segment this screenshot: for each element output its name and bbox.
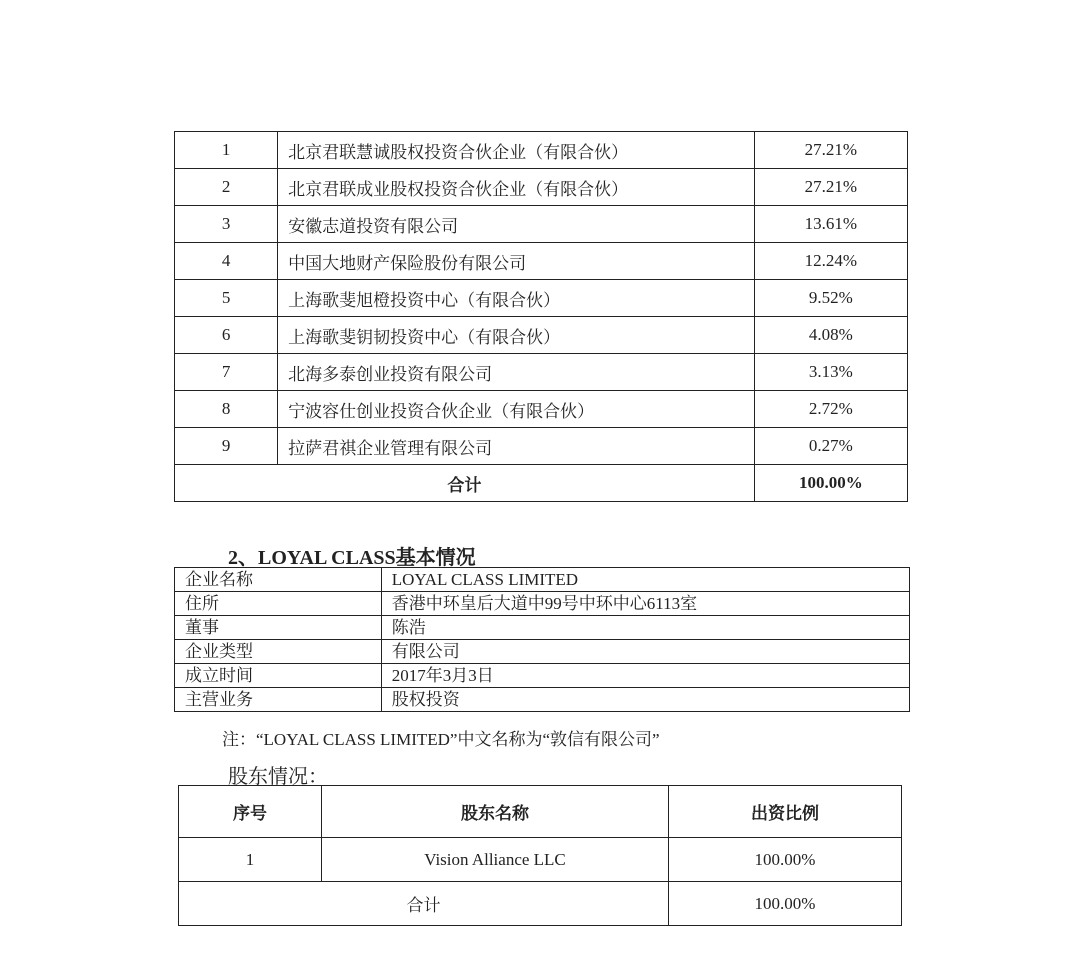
info-row	[175, 640, 910, 664]
info-label: 成立时间	[175, 664, 382, 688]
shareholding-percentage: 4.08%	[754, 317, 907, 354]
row-number: 1	[179, 838, 322, 882]
shareholder-name: 北京君联成业股权投资合伙企业（有限合伙）	[278, 169, 755, 206]
row-number: 1	[175, 132, 278, 169]
info-row	[175, 592, 910, 616]
total-label: 合计	[175, 465, 755, 502]
row-number: 8	[175, 391, 278, 428]
table-row	[175, 391, 908, 428]
total-value: 100.00%	[669, 882, 902, 926]
info-value: 陈浩	[381, 616, 909, 640]
table-row	[175, 243, 908, 280]
shareholding-percentage: 3.13%	[754, 354, 907, 391]
shareholder-name: 中国大地财产保险股份有限公司	[278, 243, 755, 280]
header-name: 股东名称	[322, 786, 669, 838]
table-row	[175, 354, 908, 391]
shareholder-name: 安徽志道投资有限公司	[278, 206, 755, 243]
shareholder-name: 拉萨君祺企业管理有限公司	[278, 428, 755, 465]
shareholding-percentage: 0.27%	[754, 428, 907, 465]
section-heading: 2、LOYAL CLASS基本情况	[228, 547, 476, 569]
shareholding-percentage: 2.72%	[754, 391, 907, 428]
table-row	[179, 838, 902, 882]
info-row	[175, 688, 910, 712]
info-label: 住所	[175, 592, 382, 616]
info-label: 董事	[175, 616, 382, 640]
table-row	[175, 280, 908, 317]
row-number: 2	[175, 169, 278, 206]
header-number: 序号	[179, 786, 322, 838]
shareholder-name: Vision Alliance LLC	[322, 838, 669, 882]
info-row	[175, 664, 910, 688]
total-row	[179, 882, 902, 926]
shareholder-name: 上海歌斐旭橙投资中心（有限合伙）	[278, 280, 755, 317]
shareholders-table	[174, 131, 908, 502]
company-info-table	[174, 567, 910, 712]
info-row	[175, 616, 910, 640]
info-label: 企业类型	[175, 640, 382, 664]
shareholding-percentage: 27.21%	[754, 132, 907, 169]
info-value: LOYAL CLASS LIMITED	[381, 568, 909, 592]
shareholders-subheading: 股东情况：	[228, 766, 328, 788]
shareholding-percentage: 100.00%	[669, 838, 902, 882]
loyal-shareholders-table	[178, 785, 902, 926]
shareholder-name: 北海多泰创业投资有限公司	[278, 354, 755, 391]
table-row	[175, 317, 908, 354]
shareholder-name: 上海歌斐钥韧投资中心（有限合伙）	[278, 317, 755, 354]
row-number: 9	[175, 428, 278, 465]
table-row	[175, 428, 908, 465]
info-label: 企业名称	[175, 568, 382, 592]
info-row	[175, 568, 910, 592]
header-percentage: 出资比例	[669, 786, 902, 838]
info-value: 股权投资	[381, 688, 909, 712]
shareholding-percentage: 9.52%	[754, 280, 907, 317]
shareholding-percentage: 12.24%	[754, 243, 907, 280]
row-number: 5	[175, 280, 278, 317]
info-value: 有限公司	[381, 640, 909, 664]
shareholder-name: 宁波容仕创业投资合伙企业（有限合伙）	[278, 391, 755, 428]
header-row	[179, 786, 902, 838]
shareholder-name: 北京君联慧诚股权投资合伙企业（有限合伙）	[278, 132, 755, 169]
table-row	[175, 169, 908, 206]
info-value: 2017年3月3日	[381, 664, 909, 688]
total-value: 100.00%	[754, 465, 907, 502]
info-value: 香港中环皇后大道中99号中环中心6113室	[381, 592, 909, 616]
table-row	[175, 206, 908, 243]
shareholding-percentage: 27.21%	[754, 169, 907, 206]
row-number: 6	[175, 317, 278, 354]
row-number: 7	[175, 354, 278, 391]
note-text: 注：“LOYAL CLASS LIMITED”中文名称为“敦信有限公司”	[222, 730, 660, 749]
table-row	[175, 132, 908, 169]
row-number: 3	[175, 206, 278, 243]
shareholding-percentage: 13.61%	[754, 206, 907, 243]
row-number: 4	[175, 243, 278, 280]
info-label: 主营业务	[175, 688, 382, 712]
total-label: 合计	[179, 882, 669, 926]
total-row	[175, 465, 908, 502]
